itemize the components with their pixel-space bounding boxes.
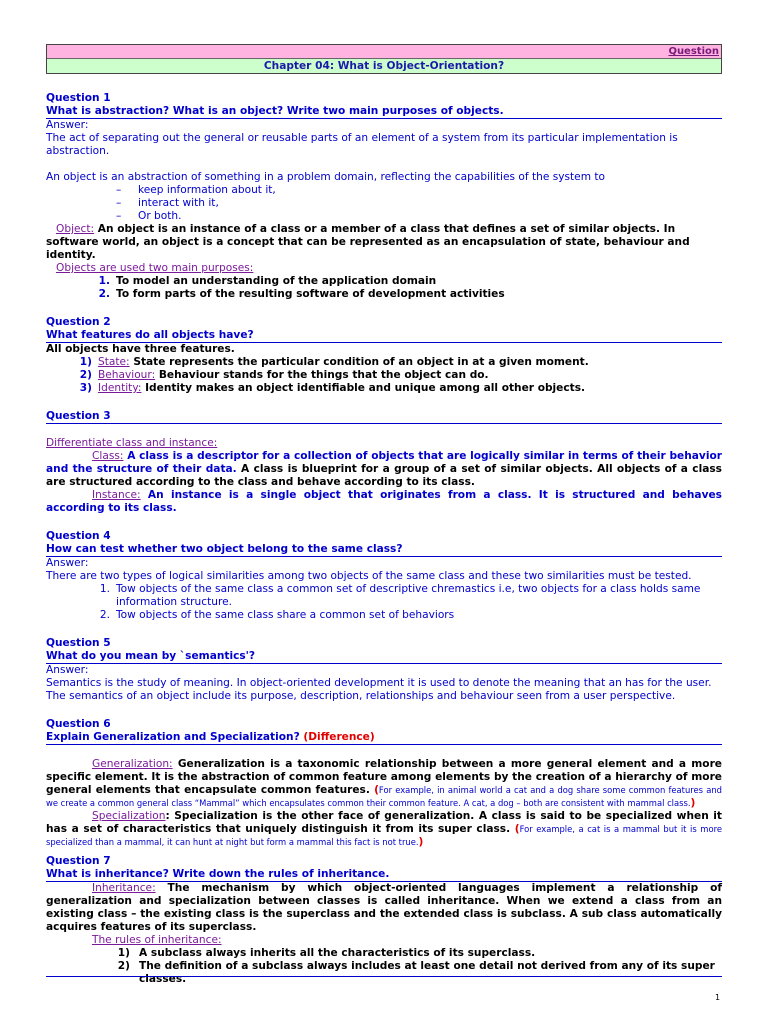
class-definition: Class: A class is a descriptor for a collection of objects that are logically similar in terms of their behavior and the structure of their data. A class is blueprint for a group of a set of similar objects. All objects of a class are structured according to the class and behave according to its class. [46, 450, 722, 488]
question-4-label: Question 4 [46, 530, 111, 542]
instance-definition: Instance: An instance is a single object that originates from a class. It is structured and behaves according to its class. [46, 489, 722, 514]
question-3-label: Question 3 [46, 410, 111, 422]
answer-label: Answer: [46, 557, 89, 569]
question-1-title: What is abstraction? What is an object? Write two main purposes of objects. [46, 105, 722, 119]
rules-heading: The rules of inheritance: [92, 934, 222, 946]
similarities-intro: There are two types of logical similarities among two objects of the same class and these two similarities must be tested. [46, 570, 692, 582]
question-5-label: Question 5 [46, 637, 111, 649]
question-4-title: How can test whether two object belong to the same class? [46, 543, 722, 557]
list-item: 1. To model an understanding of the application domain [98, 275, 437, 287]
class-term: Class: [92, 450, 124, 462]
list-item: 2. To form parts of the resulting software of development activities [98, 288, 505, 300]
header-question-bar [47, 45, 721, 58]
question-1-label: Question 1 [46, 92, 111, 104]
question-2-title: What features do all objects have? [46, 329, 722, 343]
question-6-label: Question 6 [46, 718, 111, 730]
question-2-label: Question 2 [46, 316, 111, 328]
specialization-term: Specialization [92, 810, 166, 822]
feature-item: 1) State: State represents the particular condition of an object in at a given moment. [79, 356, 589, 368]
answer-label: Answer: [46, 664, 89, 676]
semantics-definition: Semantics is the study of meaning. In object-oriented development it is used to denote the meaning that an has for the user. The semantics of an object include its purpose, description, relationships and behaviour seen from a user perspective. [46, 677, 712, 702]
list-item: 2. Tow objects of the same class share a common set of behaviors [99, 609, 455, 621]
answer-label: Answer: [46, 119, 89, 131]
abstraction-definition: The act of separating out the general or reusable parts of an element of a system from its particular implementation is abstraction. [46, 132, 678, 157]
generalization-term: Generalization: [92, 758, 173, 770]
inheritance-definition: Inheritance: The mechanism by which object-oriented languages implement a relationship of generalization and specialization between classes is called inheritance. When we extend a class from an existing class – the existing class is the superclass and the extended class is subclass. A sub class automatically acquires features of its superclass. [46, 882, 722, 933]
generalization-definition: Generalization: Generalization is a taxonomic relationship between a more general element and a more specific element. It is the abstraction of common feature among elements by the creation of a hierarchy of more general elements that encapsulate common features. (For example, in animal world a cat and a dog share some common features and we create a common general class “Mammal” which encapsulates common their common feature. A cat, a dog – both are consistent with mammal class.) [46, 758, 722, 809]
question-7-title: What is inheritance? Write down the rules of inheritance. [46, 868, 722, 882]
chapter-header [46, 44, 722, 74]
rule-item: 2) The definition of a subclass always includes at least one detail not derived from any of its super classes. [117, 960, 715, 985]
question-link[interactable]: Question [668, 46, 719, 57]
instance-term: Instance: [92, 489, 141, 501]
page-number: 1 [715, 993, 721, 1002]
specialization-definition: Specialization: Specialization is the other face of generalization. A class is said to be specialized when it has a set of characteristics that uniquely distinguish it from its super class. (For example, a cat is a mammal but it is more specialized than a mammal, it can hunt at night but form a mammal this fact is not true.) [46, 810, 722, 848]
document-page [46, 44, 722, 986]
purposes-heading: Objects are used two main purposes: [56, 262, 254, 274]
bullet-item: – Or both. [116, 210, 182, 222]
object-term: Object: [56, 223, 95, 235]
question-7-label: Question 7 [46, 855, 111, 867]
feature-item: 3) Identity: Identity makes an object identifiable and unique among all other objects. [79, 382, 586, 394]
object-definition: Object: An object is an instance of a class or a member of a class that defines a set of similar objects. In software world, an object is a concept that can be represented as an encapsulation of state, behaviour and identity. [46, 223, 690, 261]
chapter-title: Chapter 04: What is Object-Orientation? [47, 58, 721, 73]
features-intro: All objects have three features. [46, 343, 235, 355]
differentiate-heading: Differentiate class and instance: [46, 437, 218, 449]
question-5-title: What do you mean by `semantics'? [46, 650, 722, 664]
rule-item: 1) A subclass always inherits all the characteristics of its superclass. [117, 947, 536, 959]
question-6-title: Explain Generalization and Specialization? (Difference) [46, 731, 722, 745]
list-item: 1. Tow objects of the same class a common set of descriptive chremastics i.e, two objects for a class holds same information structure. [99, 583, 701, 608]
inheritance-term: Inheritance: [92, 882, 156, 894]
bullet-item: – keep information about it, [116, 184, 276, 196]
object-intro: An object is an abstraction of something in a problem domain, reflecting the capabilities of the system to [46, 171, 606, 183]
bullet-item: – interact with it, [116, 197, 219, 209]
feature-item: 2) Behaviour: Behaviour stands for the things that the object can do. [79, 369, 489, 381]
footer-divider [46, 976, 722, 977]
